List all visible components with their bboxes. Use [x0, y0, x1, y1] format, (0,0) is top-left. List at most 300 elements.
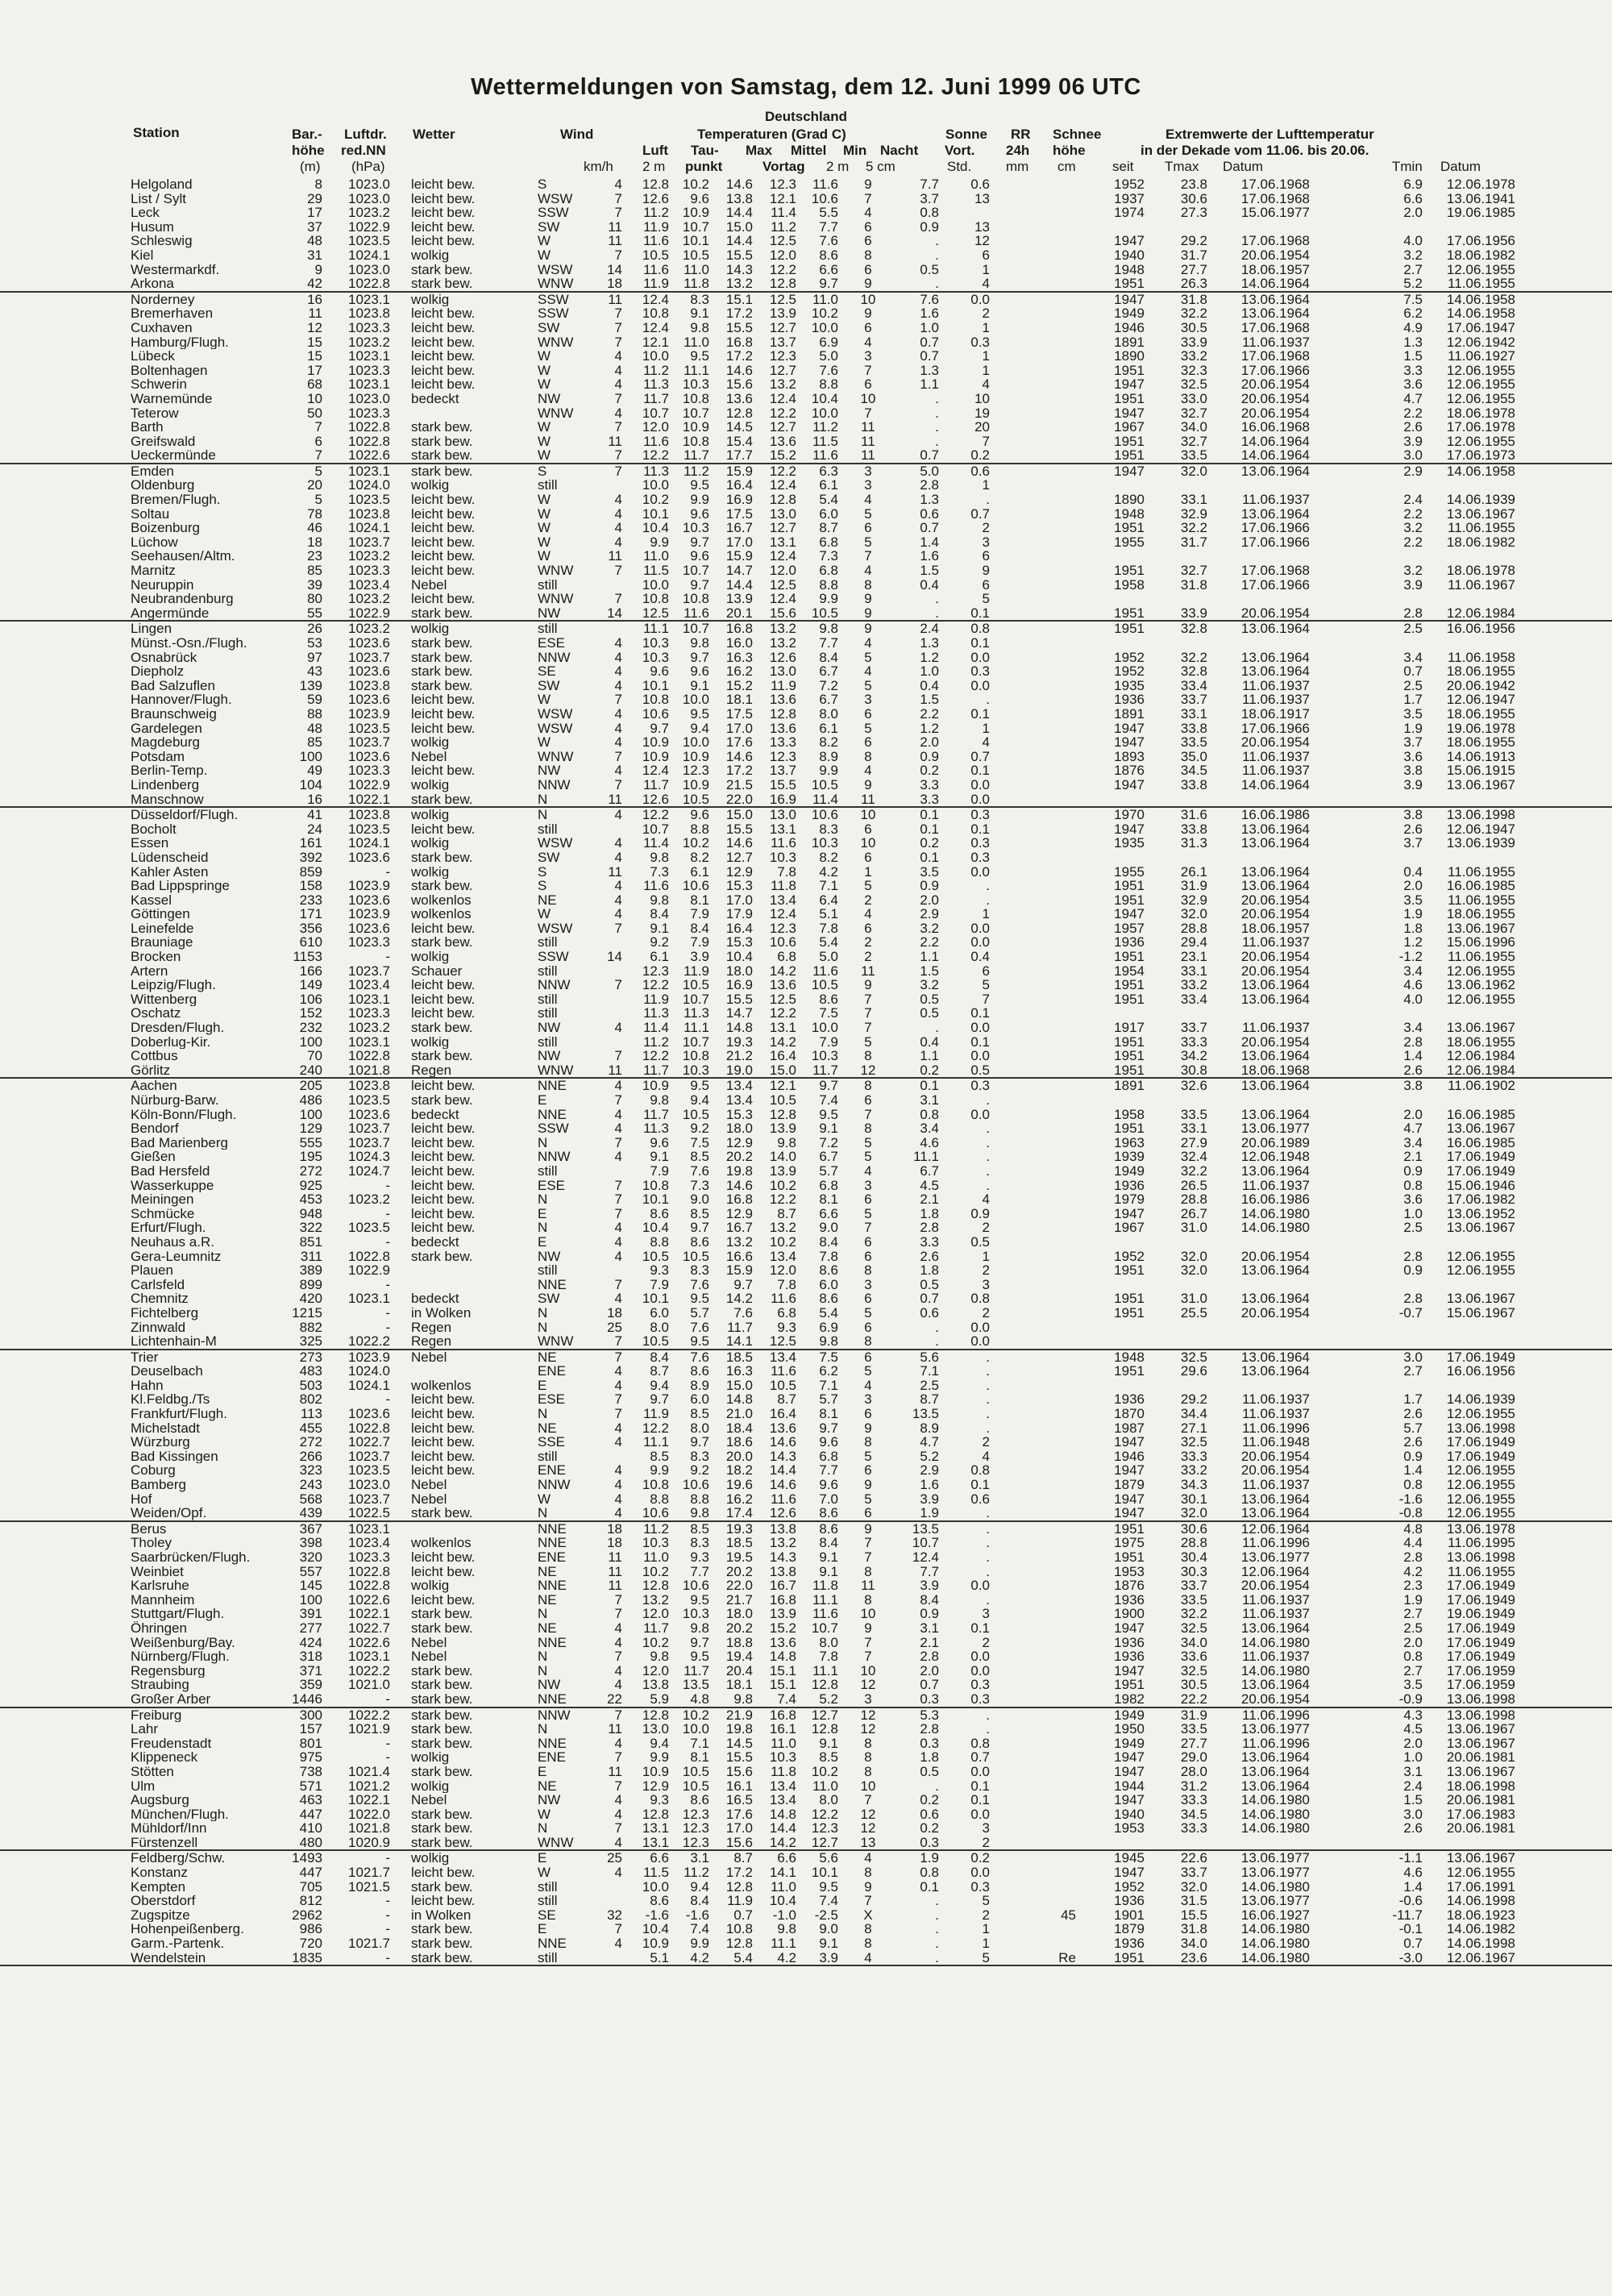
min-temp-cell: 10.6: [811, 190, 838, 206]
baro-height-cell: 59: [307, 692, 322, 708]
precipitation-cell: 0.1: [970, 605, 990, 621]
record-tmin-date-cell: 17.06.1949: [1446, 1591, 1515, 1608]
record-tmax-cell: 31.7: [1180, 534, 1207, 550]
table-row: [0, 1793, 1612, 1807]
max-temp-cell: 19.5: [725, 1549, 753, 1565]
sunshine-cell: 0.3: [920, 1834, 939, 1850]
header-tau-2: punkt: [685, 159, 723, 174]
precipitation-cell: 0.3: [970, 663, 990, 680]
night-min-cell: 11: [861, 419, 875, 435]
record-tmin-date-cell: 15.06.1996: [1446, 934, 1515, 950]
baro-height-cell: 12: [307, 319, 322, 335]
precipitation-cell: 2: [982, 1434, 990, 1450]
dew-point-cell: 4.8: [690, 1691, 709, 1707]
record-tmax-cell: 32.0: [1180, 1262, 1207, 1279]
record-tmax-cell: 22.2: [1180, 1691, 1207, 1707]
record-tmax-date-cell: 13.06.1964: [1240, 1048, 1310, 1064]
sunshine-cell: 12.4: [912, 1549, 939, 1565]
record-since-cell: 1936: [1114, 1591, 1145, 1608]
dew-point-cell: 7.5: [690, 1134, 709, 1150]
wind-speed-cell: 4: [614, 1248, 622, 1264]
sunshine-cell: 8.7: [920, 1391, 939, 1408]
air-temp-cell: 13.2: [642, 1591, 669, 1608]
max-temp-cell: 0.7: [733, 1907, 753, 1923]
wind-direction-cell: SSW: [538, 291, 569, 307]
station-cell: Lindenberg: [131, 777, 200, 792]
record-since-cell: 1951: [1114, 390, 1145, 406]
max-temp-cell: 16.9: [725, 977, 753, 993]
sunshine-cell: .: [935, 405, 939, 421]
weather-cell: Nebel: [411, 1478, 447, 1492]
wind-direction-cell: ENE: [538, 1749, 566, 1766]
baro-height-cell: 97: [307, 649, 322, 665]
record-tmin-date-cell: 11.06.1955: [1448, 892, 1515, 908]
mean-temp-cell: 10.5: [769, 1092, 796, 1108]
dew-point-cell: 8.1: [690, 1749, 709, 1766]
record-tmax-date-cell: 11.06.1937: [1242, 1606, 1310, 1622]
air-temp-cell: 8.0: [650, 1319, 669, 1335]
precipitation-cell: 0.3: [970, 1878, 990, 1895]
night-min-cell: 8: [864, 1434, 872, 1450]
table-row: [0, 1478, 1612, 1492]
baro-height-cell: 410: [299, 1820, 322, 1836]
weather-cell: wolkig: [411, 478, 450, 493]
record-tmin-date-cell: 11.06.1967: [1448, 576, 1515, 593]
min-temp-cell: 9.8: [819, 1333, 838, 1350]
mean-temp-cell: 13.1: [769, 1020, 796, 1036]
record-since-cell: 1936: [1114, 1649, 1145, 1665]
max-temp-cell: 15.3: [725, 1106, 753, 1122]
baro-height-cell: 171: [299, 906, 322, 922]
weather-cell: leicht bew.: [411, 1392, 476, 1408]
record-tmax-date-cell: 17.06.1966: [1240, 362, 1310, 378]
night-min-cell: 6: [864, 261, 872, 277]
station-cell: Cottbus: [131, 1049, 178, 1063]
air-temp-cell: 11.4: [643, 1020, 669, 1036]
wind-speed-cell: 4: [614, 1363, 622, 1379]
station-cell: Hannover/Flugh.: [131, 693, 232, 707]
pressure-cell: -: [385, 1304, 390, 1321]
min-temp-cell: 7.8: [819, 920, 838, 936]
sunshine-cell: 1.1: [920, 1048, 939, 1064]
mean-temp-cell: 12.7: [769, 419, 796, 435]
min-temp-cell: 8.7: [819, 520, 838, 536]
sunshine-cell: 3.7: [920, 190, 939, 206]
record-tmax-cell: 29.4: [1180, 934, 1207, 950]
record-tmax-date-cell: 20.06.1954: [1240, 376, 1310, 393]
night-min-cell: 10: [860, 291, 876, 307]
wind-direction-cell: W: [538, 505, 551, 522]
precipitation-cell: .: [986, 1391, 990, 1408]
wind-direction-cell: N: [538, 791, 548, 807]
dew-point-cell: 11.2: [683, 463, 709, 479]
record-since-cell: 1951: [1114, 1048, 1145, 1064]
record-tmin-date-cell: 18.06.1955: [1446, 705, 1515, 722]
max-temp-cell: 15.9: [725, 1262, 753, 1279]
mean-temp-cell: 7.4: [777, 1691, 796, 1707]
record-tmax-date-cell: 11.06.1937: [1242, 1477, 1310, 1493]
dew-point-cell: 8.1: [690, 892, 709, 908]
sunshine-cell: .: [935, 1319, 939, 1335]
min-temp-cell: 9.9: [819, 591, 838, 607]
dew-point-cell: 8.3: [690, 1535, 709, 1551]
record-tmax-cell: 32.5: [1180, 1662, 1207, 1678]
mean-temp-cell: 13.2: [769, 621, 796, 637]
precipitation-cell: 10: [974, 390, 990, 406]
record-tmin-date-cell: 17.06.1959: [1446, 1662, 1515, 1678]
max-temp-cell: 16.7: [725, 520, 753, 536]
max-temp-cell: 5.4: [733, 1949, 753, 1965]
night-min-cell: 8: [864, 1262, 872, 1279]
baro-height-cell: 812: [299, 1893, 322, 1909]
record-tmax-date-cell: 11.06.1996: [1242, 1420, 1310, 1436]
baro-height-cell: 42: [307, 276, 322, 292]
record-tmax-date-cell: 13.06.1964: [1240, 863, 1310, 880]
record-tmax-date-cell: 15.06.1977: [1240, 205, 1310, 221]
mean-temp-cell: 14.2: [769, 963, 796, 979]
record-tmax-date-cell: 11.06.1937: [1242, 677, 1310, 693]
record-tmax-date-cell: 13.06.1964: [1240, 291, 1310, 307]
wind-direction-cell: SE: [538, 1907, 556, 1923]
night-min-cell: 6: [864, 376, 872, 393]
pressure-cell: 1023.1: [348, 1520, 390, 1537]
mean-temp-cell: 12.4: [769, 906, 796, 922]
air-temp-cell: 11.9: [643, 218, 669, 235]
dew-point-cell: 8.8: [690, 821, 709, 837]
record-since-cell: 1947: [1114, 376, 1145, 393]
record-tmax-date-cell: 20.06.1954: [1240, 1578, 1310, 1594]
record-since-cell: 1947: [1114, 1491, 1145, 1507]
station-cell: List / Sylt: [131, 191, 186, 206]
min-temp-cell: 5.6: [819, 1850, 838, 1866]
min-temp-cell: 11.6: [812, 177, 838, 192]
sunshine-cell: 1.0: [920, 663, 939, 680]
wind-direction-cell: SW: [538, 1291, 560, 1307]
baro-height-cell: 232: [299, 1020, 322, 1036]
weather-cell: bedeckt: [411, 1292, 459, 1306]
wind-speed-cell: 4: [614, 1792, 622, 1808]
precipitation-cell: 3: [982, 1276, 990, 1292]
wind-direction-cell: still: [538, 934, 558, 950]
record-tmin-cell: 1.4: [1403, 1878, 1423, 1895]
air-temp-cell: 12.0: [642, 419, 669, 435]
record-tmax-date-cell: 13.06.1964: [1240, 878, 1310, 894]
record-tmax-cell: 33.1: [1180, 492, 1207, 508]
precipitation-cell: .: [986, 1121, 990, 1137]
table-row: [0, 1578, 1612, 1593]
min-temp-cell: 9.1: [819, 1549, 838, 1565]
max-temp-cell: 12.7: [725, 849, 753, 865]
record-since-cell: 1901: [1114, 1907, 1145, 1923]
record-tmax-date-cell: 20.06.1954: [1240, 405, 1310, 421]
air-temp-cell: 11.2: [643, 362, 669, 378]
record-since-cell: 1936: [1114, 1936, 1145, 1952]
dew-point-cell: 8.6: [690, 1792, 709, 1808]
station-cell: Barth: [131, 420, 164, 435]
max-temp-cell: 17.0: [725, 1820, 753, 1836]
pressure-cell: 1023.3: [348, 1005, 390, 1021]
record-tmax-date-cell: 12.06.1964: [1240, 1563, 1310, 1579]
record-tmax-cell: 32.8: [1180, 621, 1207, 637]
sunshine-cell: 2.6: [920, 1248, 939, 1264]
min-temp-cell: 9.1: [819, 1936, 838, 1952]
wind-speed-cell: 4: [614, 878, 622, 894]
wind-direction-cell: NE: [538, 1420, 557, 1436]
mean-temp-cell: 13.3: [769, 734, 796, 751]
station-cell: Nürnberg/Flugh.: [131, 1649, 230, 1664]
mean-temp-cell: 13.4: [769, 1248, 796, 1264]
wind-speed-cell: 7: [614, 1333, 622, 1350]
mean-temp-cell: 16.4: [769, 1406, 796, 1422]
max-temp-cell: 20.2: [725, 1563, 753, 1579]
pressure-cell: 1021.7: [348, 1936, 390, 1952]
station-cell: Mannheim: [131, 1592, 195, 1608]
wind-speed-cell: 7: [614, 1349, 622, 1365]
dew-point-cell: 5.7: [690, 1304, 709, 1321]
station-cell: Bad Marienberg: [131, 1135, 228, 1150]
dew-point-cell: 10.5: [682, 1778, 709, 1794]
dew-point-cell: 10.9: [682, 748, 709, 764]
sunshine-cell: 0.9: [920, 748, 939, 764]
precipitation-cell: 0.3: [970, 835, 990, 851]
mean-temp-cell: 10.6: [769, 934, 796, 950]
wind-speed-cell: 7: [614, 692, 622, 708]
record-since-cell: 1951: [1114, 1121, 1145, 1137]
max-temp-cell: 13.4: [725, 1078, 753, 1094]
dew-point-cell: 10.3: [682, 1062, 709, 1078]
precipitation-cell: 0.0: [970, 863, 990, 880]
min-temp-cell: 11.0: [812, 291, 838, 307]
record-tmin-cell: 2.2: [1403, 534, 1423, 550]
pressure-cell: 1020.9: [348, 1834, 390, 1850]
station-cell: Münst.-Osn./Flugh.: [131, 636, 247, 651]
record-tmin-date-cell: 11.06.1902: [1448, 1078, 1515, 1094]
weather-cell: leicht bew.: [411, 377, 476, 392]
record-tmax-cell: 30.5: [1180, 319, 1207, 335]
mean-temp-cell: 10.2: [769, 1177, 796, 1193]
table-row: [0, 1737, 1612, 1751]
sunshine-cell: 2.2: [920, 934, 939, 950]
record-since-cell: 1936: [1114, 1634, 1145, 1650]
table-row: [0, 735, 1612, 750]
baro-height-cell: 986: [299, 1921, 322, 1937]
record-tmin-date-cell: 18.06.1955: [1446, 663, 1515, 680]
record-tmin-date-cell: 18.06.1955: [1446, 1034, 1515, 1050]
record-tmin-date-cell: 14.06.1939: [1446, 492, 1515, 508]
precipitation-cell: 0.7: [970, 505, 990, 522]
weather-cell: stark bew.: [411, 935, 473, 950]
baro-height-cell: 6: [314, 433, 322, 449]
record-tmax-date-cell: 11.06.1996: [1242, 1735, 1310, 1751]
record-tmax-date-cell: 20.06.1954: [1240, 1304, 1310, 1321]
weather-cell: leicht bew.: [411, 234, 476, 248]
record-tmax-date-cell: 16.06.1968: [1240, 419, 1310, 435]
night-min-cell: 4: [864, 492, 872, 508]
weather-cell: stark bew.: [411, 1707, 473, 1723]
weather-cell: stark bew.: [411, 605, 473, 621]
air-temp-cell: 11.9: [643, 991, 669, 1007]
record-tmax-date-cell: 20.06.1989: [1240, 1134, 1310, 1150]
mean-temp-cell: 11.1: [771, 1936, 796, 1952]
mean-temp-cell: 13.9: [769, 1606, 796, 1622]
dew-point-cell: 10.8: [682, 433, 709, 449]
min-temp-cell: 9.8: [819, 621, 838, 637]
baro-height-cell: 2962: [292, 1907, 322, 1923]
record-since-cell: 1936: [1114, 1391, 1145, 1408]
wind-speed-cell: 4: [614, 348, 622, 364]
record-tmin-cell: 0.8: [1403, 1177, 1423, 1193]
precipitation-cell: 4: [982, 376, 990, 393]
wind-direction-cell: WNW: [538, 1062, 574, 1078]
record-tmin-cell: 2.1: [1403, 1149, 1423, 1165]
wind-direction-cell: still: [538, 1893, 558, 1909]
night-min-cell: 8: [864, 1749, 872, 1766]
station-cell: Öhringen: [131, 1620, 187, 1636]
sunshine-cell: 1.5: [920, 563, 939, 579]
record-tmax-date-cell: 20.06.1954: [1240, 605, 1310, 621]
wind-speed-cell: 4: [614, 635, 622, 651]
wind-speed-cell: 4: [614, 663, 622, 680]
station-cell: Fürstenzell: [131, 1835, 198, 1850]
pressure-cell: 1023.3: [348, 934, 390, 950]
record-since-cell: 1958: [1114, 576, 1145, 593]
table-row: [0, 1836, 1612, 1850]
record-tmax-cell: 33.6: [1180, 1649, 1207, 1665]
wind-speed-cell: 4: [614, 807, 622, 823]
night-min-cell: 6: [864, 1349, 872, 1365]
record-tmax-date-cell: 13.06.1977: [1240, 1850, 1310, 1866]
pressure-cell: 1021.4: [348, 1763, 390, 1779]
pressure-cell: 1023.3: [348, 563, 390, 579]
record-tmax-cell: 33.5: [1180, 447, 1207, 464]
night-min-cell: 3: [864, 1691, 872, 1707]
night-min-cell: 5: [864, 878, 872, 894]
pressure-cell: 1023.1: [348, 376, 390, 393]
mean-temp-cell: 13.8: [769, 1520, 796, 1537]
table-row: [0, 321, 1612, 335]
table-row: [0, 1894, 1612, 1908]
wind-direction-cell: NNW: [538, 1707, 571, 1723]
table-row: [0, 935, 1612, 950]
min-temp-cell: 6.4: [819, 892, 838, 908]
air-temp-cell: 10.6: [642, 1505, 669, 1521]
record-tmin-cell: -0.1: [1398, 1921, 1423, 1937]
record-tmin-cell: 2.3: [1403, 1578, 1423, 1594]
max-temp-cell: 17.2: [725, 763, 753, 779]
baro-height-cell: 272: [299, 1434, 322, 1450]
table-row: [0, 1136, 1612, 1150]
station-cell: Kahler Asten: [131, 864, 209, 880]
baro-height-cell: 801: [299, 1735, 322, 1751]
mean-temp-cell: 12.1: [769, 1078, 796, 1094]
table-row: [0, 1250, 1612, 1264]
wind-direction-cell: NE: [538, 1349, 557, 1365]
sunshine-cell: 8.4: [920, 1591, 939, 1608]
record-tmax-date-cell: 17.06.1966: [1240, 534, 1310, 550]
table-row: [0, 1435, 1612, 1450]
dew-point-cell: 9.6: [690, 505, 709, 522]
weather-cell: leicht bew.: [411, 1163, 476, 1179]
wind-speed-cell: 7: [614, 748, 622, 764]
air-temp-cell: 10.9: [642, 734, 669, 751]
dew-point-cell: 9.6: [690, 190, 709, 206]
mean-temp-cell: 14.1: [769, 1865, 796, 1881]
weather-cell: stark bew.: [411, 1922, 473, 1937]
mean-temp-cell: 13.6: [769, 720, 796, 736]
record-tmax-date-cell: 14.06.1980: [1240, 1662, 1310, 1678]
baro-height-cell: 882: [299, 1319, 322, 1335]
header-nacht: Nacht: [880, 143, 919, 158]
air-temp-cell: 10.7: [642, 405, 669, 421]
min-temp-cell: 7.1: [819, 1377, 838, 1393]
wind-direction-cell: still: [538, 1878, 558, 1895]
precipitation-cell: 19: [974, 405, 990, 421]
wind-speed-cell: 22: [607, 1691, 622, 1707]
pressure-cell: 1021.2: [348, 1778, 390, 1794]
baro-height-cell: 273: [299, 1349, 322, 1365]
record-since-cell: 1936: [1114, 692, 1145, 708]
record-tmin-cell: 3.8: [1403, 807, 1423, 823]
record-tmin-cell: 6.9: [1403, 177, 1423, 192]
wind-direction-cell: NNW: [538, 977, 571, 993]
air-temp-cell: 12.2: [642, 1420, 669, 1436]
night-min-cell: 2: [864, 934, 872, 950]
pressure-cell: 1023.0: [348, 190, 390, 206]
table-row: [0, 907, 1612, 921]
mean-temp-cell: 15.2: [769, 447, 796, 464]
record-since-cell: 1951: [1114, 1304, 1145, 1321]
record-tmin-cell: 3.8: [1403, 1078, 1423, 1094]
record-tmin-date-cell: 14.06.1958: [1446, 291, 1515, 307]
wind-speed-cell: 7: [614, 1606, 622, 1622]
record-tmin-cell: 1.7: [1403, 1391, 1423, 1408]
station-cell: Bamberg: [131, 1478, 186, 1492]
wind-direction-cell: still: [538, 1262, 558, 1279]
air-temp-cell: 9.8: [650, 1092, 669, 1108]
mean-temp-cell: 12.3: [769, 177, 796, 192]
table-row: [0, 1221, 1612, 1235]
baro-height-cell: 88: [307, 705, 322, 722]
pressure-cell: -: [385, 1177, 390, 1193]
station-cell: Großer Arber: [131, 1691, 211, 1707]
wind-speed-cell: 4: [614, 763, 622, 779]
record-tmax-cell: 34.0: [1180, 419, 1207, 435]
table-row: [0, 1636, 1612, 1650]
pressure-cell: 1023.1: [348, 1034, 390, 1050]
record-tmax-date-cell: 20.06.1954: [1240, 247, 1310, 263]
baro-height-cell: 948: [299, 1205, 322, 1221]
table-row: [0, 978, 1612, 992]
record-tmax-date-cell: 16.06.1986: [1240, 1192, 1310, 1208]
record-tmax-cell: 32.0: [1180, 1248, 1207, 1264]
weather-cell: leicht bew.: [411, 1150, 476, 1164]
record-tmax-date-cell: 11.06.1996: [1242, 1535, 1310, 1551]
pressure-cell: 1022.8: [348, 1563, 390, 1579]
record-tmax-cell: 32.0: [1180, 1878, 1207, 1895]
table-row: [0, 1334, 1612, 1349]
dew-point-cell: 8.3: [690, 291, 709, 307]
mean-temp-cell: 13.2: [769, 635, 796, 651]
weather-cell: wolkig: [411, 1750, 450, 1765]
precipitation-cell: 2: [982, 1834, 990, 1850]
station-cell: Hamburg/Flugh.: [131, 335, 229, 350]
night-min-cell: 7: [864, 405, 872, 421]
pressure-cell: 1022.8: [348, 1578, 390, 1594]
pressure-cell: -: [385, 1735, 390, 1751]
record-tmax-cell: 33.1: [1180, 1121, 1207, 1137]
record-since-cell: 1951: [1114, 276, 1145, 292]
table-row: [0, 592, 1612, 606]
